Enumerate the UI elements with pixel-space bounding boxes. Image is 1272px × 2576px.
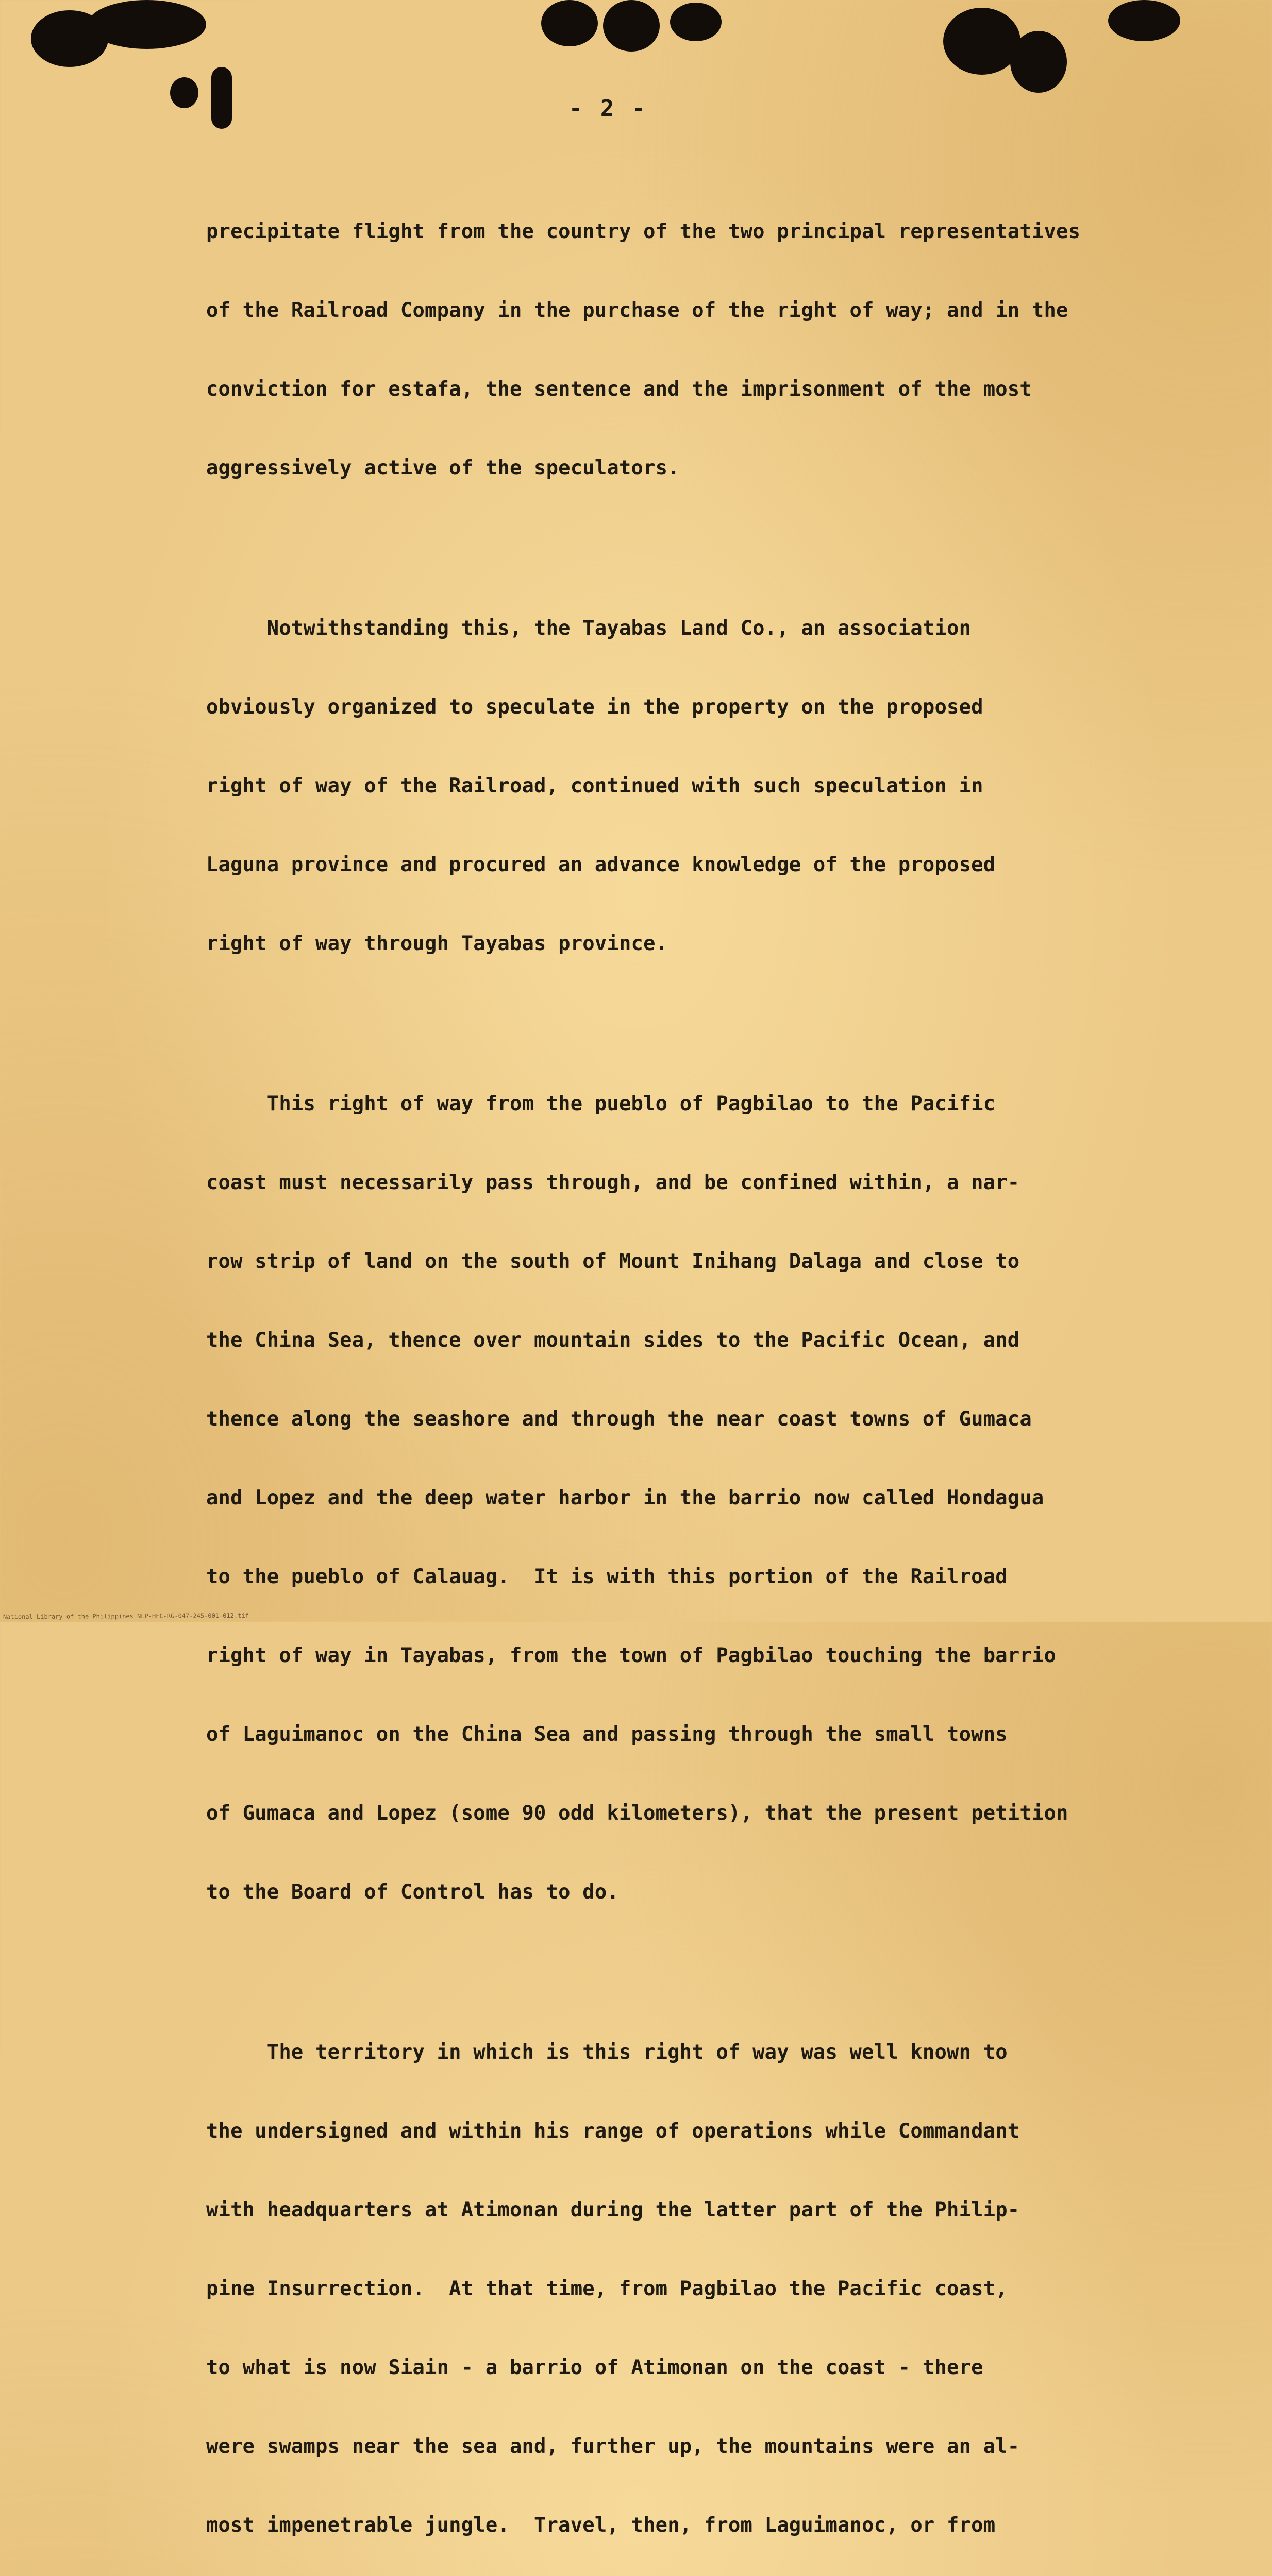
text-line: Laguna province and procured an advance knowledge of the proposed	[206, 853, 996, 876]
text-line: with headquarters at Atimonan during the latter part of the Philip-	[206, 2198, 1020, 2222]
paragraph	[206, 1987, 1165, 2576]
burn-mark	[1010, 31, 1067, 93]
burn-mark	[541, 0, 598, 46]
text-line: The territory in which is this right of way was well known to	[206, 2041, 1008, 2064]
text-line: aggressively active of the speculators.	[206, 456, 680, 480]
text-line: to the Board of Control has to do.	[206, 1880, 619, 1904]
text-line: row strip of land on the south of Mount Inihang Dalaga and close to	[206, 1250, 1020, 1273]
text-line: Notwithstanding this, the Tayabas Land Co., an association	[206, 617, 972, 640]
text-line: of the Railroad Company in the purchase of the right of way; and in the	[206, 299, 1068, 322]
burn-mark	[1108, 0, 1180, 41]
text-line: obviously organized to speculate in the property on the proposed	[206, 696, 983, 719]
text-line: right of way through Tayabas province.	[206, 932, 668, 955]
text-line: the undersigned and within his range of operations while Commandant	[206, 2120, 1020, 2143]
paragraph	[206, 166, 1165, 534]
burn-mark	[670, 3, 722, 41]
text-line: precipitate flight from the country of the two principal representatives	[206, 220, 1081, 243]
document-body	[206, 166, 1165, 2576]
text-line: of Gumaca and Lopez (some 90 odd kilometers), that the present petition	[206, 1802, 1068, 1825]
text-line: the China Sea, thence over mountain sides to the Pacific Ocean, and	[206, 1329, 1020, 1352]
text-line: This right of way from the pueblo of Pagbilao to the Pacific	[206, 1092, 996, 1115]
text-line: conviction for estafa, the sentence and the imprisonment of the most	[206, 378, 1032, 401]
paragraph	[206, 563, 1165, 1009]
burn-mark	[88, 0, 206, 49]
text-line: thence along the seashore and through the near coast towns of Gumaca	[206, 1408, 1032, 1431]
archive-stamp: National Library of the Philippines NLP-HFC-RG-047-245-001-012.tif	[3, 1612, 249, 1621]
text-line: to what is now Siain - a barrio of Atimonan on the coast - there	[206, 2356, 983, 2379]
paragraph	[206, 1038, 1165, 1958]
text-line: were swamps near the sea and, further up, the mountains were an al-	[206, 2435, 1020, 2458]
text-line: most impenetrable jungle. Travel, then, from Laguimanoc, or from	[206, 2514, 996, 2537]
page-number: - 2 -	[568, 95, 648, 122]
text-line: to the pueblo of Calauag. It is with this portion of the Railroad	[206, 1565, 1008, 1588]
text-line: right of way in Tayabas, from the town of Pagbilao touching the barrio	[206, 1644, 1057, 1667]
text-line: pine Insurrection. At that time, from Pagbilao the Pacific coast,	[206, 2277, 1008, 2300]
text-line: and Lopez and the deep water harbor in the barrio now called Hondagua	[206, 1486, 1044, 1510]
text-line: coast must necessarily pass through, and be confined within, a nar-	[206, 1171, 1020, 1194]
text-line: of Laguimanoc on the China Sea and passing through the small towns	[206, 1723, 1008, 1746]
burn-mark	[943, 8, 1020, 75]
text-line: right of way of the Railroad, continued with such speculation in	[206, 774, 983, 798]
burn-mark	[603, 0, 660, 52]
